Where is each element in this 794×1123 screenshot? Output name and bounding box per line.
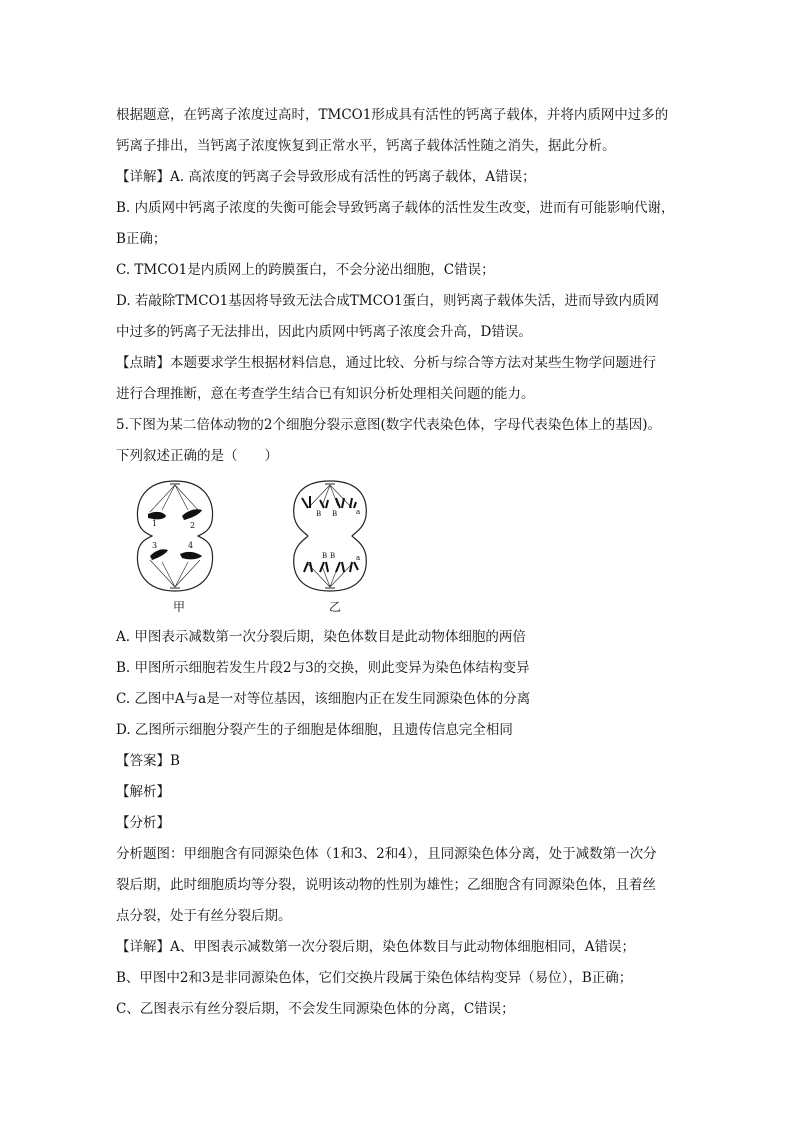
- gene-label: B: [330, 552, 336, 560]
- gene-label: a: [356, 554, 361, 562]
- text-line: 中过多的钙离子无法排出，因此内质网中钙离子浓度会升高，D错误。: [116, 324, 532, 340]
- chromosome-label-3: 3: [152, 541, 158, 550]
- gene-label: B: [316, 510, 322, 518]
- option-b: B. 甲图所示细胞若发生片段2与3的交换，则此变异为染色体结构变异: [116, 660, 530, 676]
- cell-division-figure: [116, 472, 686, 622]
- answer-line: 【答案】B: [116, 753, 180, 769]
- text-line: C、乙图表示有丝分裂后期，不会发生同源染色体的分离，C错误；: [116, 1001, 515, 1017]
- cell-division-diagram: [130, 476, 390, 598]
- chromosome-label-4: 4: [188, 541, 194, 550]
- text-line: D. 若敲除TMCO1基因将导致无法合成TMCO1蛋白，则钙离子载体失活，进而导致内质网: [116, 293, 660, 309]
- question-stem: 下列叙述正确的是（ ）: [116, 448, 278, 464]
- chromosome-numbers-jia: [152, 519, 195, 550]
- text-line: 【详解】A. 高浓度的钙离子会导致形成有活性的钙离子载体，A错误；: [116, 169, 536, 185]
- chromosomes-yi: [302, 496, 361, 572]
- chromosomes-jia: [148, 509, 202, 560]
- text-line: 进行合理推断，意在考查学生结合已有知识分析处理相关问题的能力。: [116, 386, 535, 402]
- section-heading-analysis: 【解析】: [116, 784, 170, 800]
- section-heading-analyze: 【分析】: [116, 815, 170, 831]
- gene-label: B: [322, 552, 328, 560]
- text-line: 【点睛】本题要求学生根据材料信息，通过比较、分析与综合等方法对某些生物学问题进行: [116, 355, 656, 371]
- chromosome-label-1: 1: [152, 519, 158, 528]
- text-line: 点分裂，处于有丝分裂后期。: [116, 908, 292, 924]
- question-stem: 5.下图为某二倍体动物的2个细胞分裂示意图(数字代表染色体，字母代表染色体上的基因)。: [116, 417, 662, 433]
- gene-label: a: [356, 508, 361, 516]
- text-line: B正确；: [116, 231, 167, 247]
- gene-label: B: [332, 510, 338, 518]
- option-a: A. 甲图表示减数第一次分裂后期，染色体数目是此动物体细胞的两倍: [116, 629, 526, 645]
- text-line: B. 内质网中钙离子浓度的失衡可能会导致钙离子载体的活性发生改变，进而有可能影响代谢，: [116, 200, 675, 216]
- chromosome-label-2: 2: [190, 521, 196, 530]
- figure-label-jia: 甲: [173, 600, 186, 614]
- cell-jia: [137, 481, 212, 591]
- document-body: [116, 100, 686, 1025]
- figure-label-yi: 乙: [329, 600, 342, 614]
- text-line: B、甲图中2和3是非同源染色体，它们交换片段属于染色体结构变异（易位），B正确；: [116, 970, 633, 986]
- option-c: C. 乙图中A与a是一对等位基因，该细胞内正在发生同源染色体的分离: [116, 691, 531, 707]
- text-line: 分析题图：甲细胞含有同源染色体（1和3、2和4），且同源染色体分离，处于减数第一次分: [116, 846, 657, 862]
- option-d: D. 乙图所示细胞分裂产生的子细胞是体细胞，且遗传信息完全相同: [116, 722, 513, 738]
- text-line: 裂后期，此时细胞质均等分裂，说明该动物的性别为雄性；乙细胞含有同源染色体，且着丝: [116, 877, 656, 893]
- text-line: 【详解】A、甲图表示减数第一次分裂后期，染色体数目与此动物体细胞相同，A错误；: [116, 939, 635, 955]
- cell-yi: [294, 481, 367, 591]
- text-line: C. TMCO1是内质网上的跨膜蛋白，不会分泌出细胞，C错误；: [116, 262, 495, 278]
- text-line: 根据题意，在钙离子浓度过高时，TMCO1形成具有活性的钙离子载体，并将内质网中过多的: [116, 107, 669, 123]
- text-line: 钙离子排出，当钙离子浓度恢复到正常水平，钙离子载体活性随之消失，据此分析。: [116, 138, 616, 154]
